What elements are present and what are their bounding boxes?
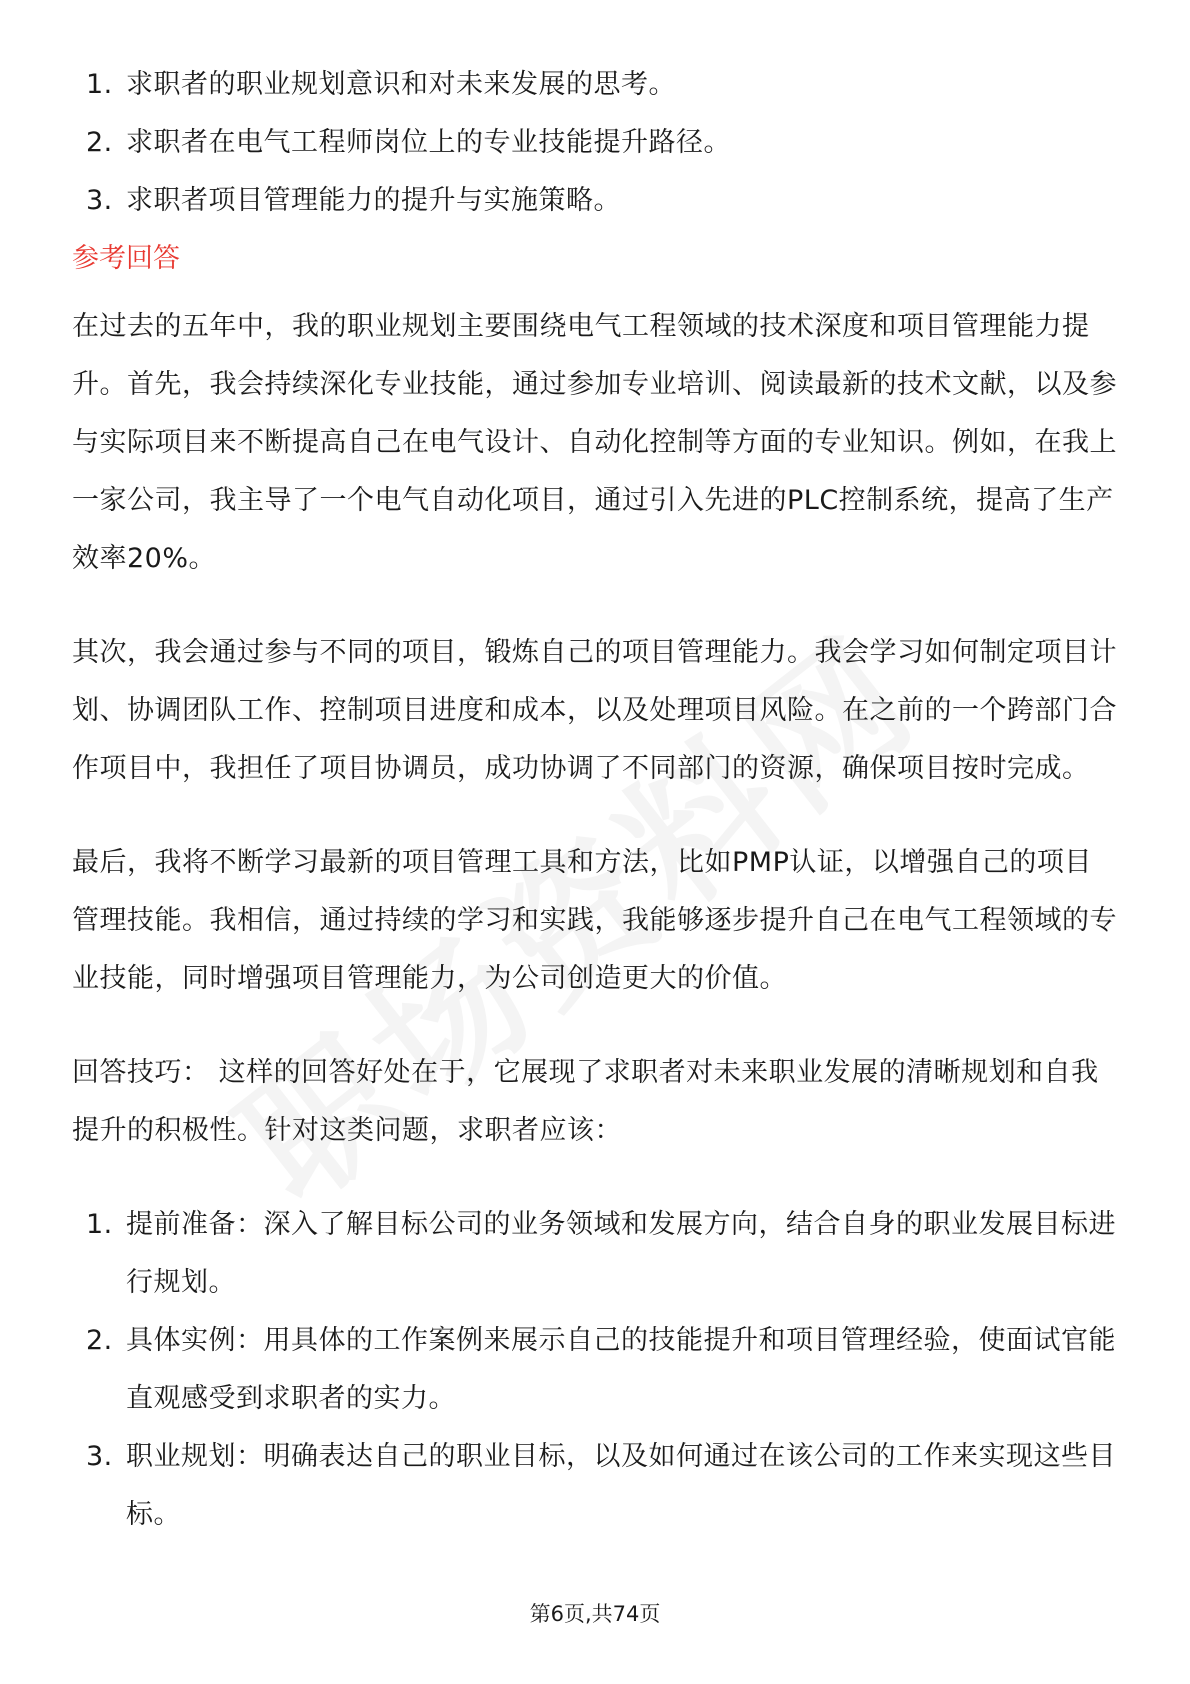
list-number: 2. bbox=[86, 127, 113, 158]
list-item bbox=[72, 1312, 1118, 1428]
list-item bbox=[72, 1196, 1118, 1312]
answer-paragraph: 最后，我将不断学习最新的项目管理工具和方法，比如PMP认证，以增强自己的项目管理技能。我相信，通过持续的学习和实践，我能够逐步提升自己在电气工程领域的专业技能，同时增强项目管理能力，为公司创造更大的价值。 bbox=[72, 847, 1117, 994]
question-points-list bbox=[72, 56, 1118, 230]
tips-list bbox=[72, 1196, 1118, 1544]
answer-paragraph: 在过去的五年中，我的职业规划主要围绕电气工程领域的技术深度和项目管理能力提升。首先，我会持续深化专业技能，通过参加专业培训、阅读最新的技术文献，以及参与实际项目来不断提高自己在电气设计、自动化控制等方面的专业知识。例如，在我上一家公司，我主导了一个电气自动化项目，通过引入先进的PLC控制系统，提高了生产效率20%。 bbox=[72, 311, 1117, 574]
list-text: 职业规划：明确表达自己的职业目标，以及如何通过在该公司的工作来实现这些目标。 bbox=[126, 1441, 1116, 1530]
page-footer: 第6页,共74页 bbox=[529, 1602, 661, 1626]
list-number: 1. bbox=[86, 1209, 113, 1240]
page-content bbox=[72, 56, 1118, 1544]
list-item bbox=[72, 114, 1118, 172]
list-text: 求职者的职业规划意识和对未来发展的思考。 bbox=[126, 69, 676, 100]
list-number: 2. bbox=[86, 1325, 113, 1356]
list-item bbox=[72, 172, 1118, 230]
list-text: 具体实例：用具体的工作案例来展示自己的技能提升和项目管理经验，使面试官能直观感受到求职者的实力。 bbox=[126, 1325, 1116, 1414]
tips-intro: 回答技巧： 这样的回答好处在于，它展现了求职者对未来职业发展的清晰规划和自我提升的积极性。针对这类问题，求职者应该： bbox=[72, 1057, 1099, 1146]
list-text: 提前准备：深入了解目标公司的业务领域和发展方向，结合自身的职业发展目标进行规划。 bbox=[126, 1209, 1116, 1298]
list-item bbox=[72, 1428, 1118, 1544]
answer-heading: 参考回答 bbox=[72, 243, 180, 274]
list-number: 3. bbox=[86, 185, 113, 216]
list-item bbox=[72, 56, 1118, 114]
list-text: 求职者在电气工程师岗位上的专业技能提升路径。 bbox=[126, 127, 731, 158]
list-number: 3. bbox=[86, 1441, 113, 1472]
list-text: 求职者项目管理能力的提升与实施策略。 bbox=[126, 185, 621, 216]
answer-paragraph: 其次，我会通过参与不同的项目，锻炼自己的项目管理能力。我会学习如何制定项目计划、协调团队工作、控制项目进度和成本，以及处理项目风险。在之前的一个跨部门合作项目中，我担任了项目协调员，成功协调了不同部门的资源，确保项目按时完成。 bbox=[72, 637, 1117, 784]
list-number: 1. bbox=[86, 69, 113, 100]
